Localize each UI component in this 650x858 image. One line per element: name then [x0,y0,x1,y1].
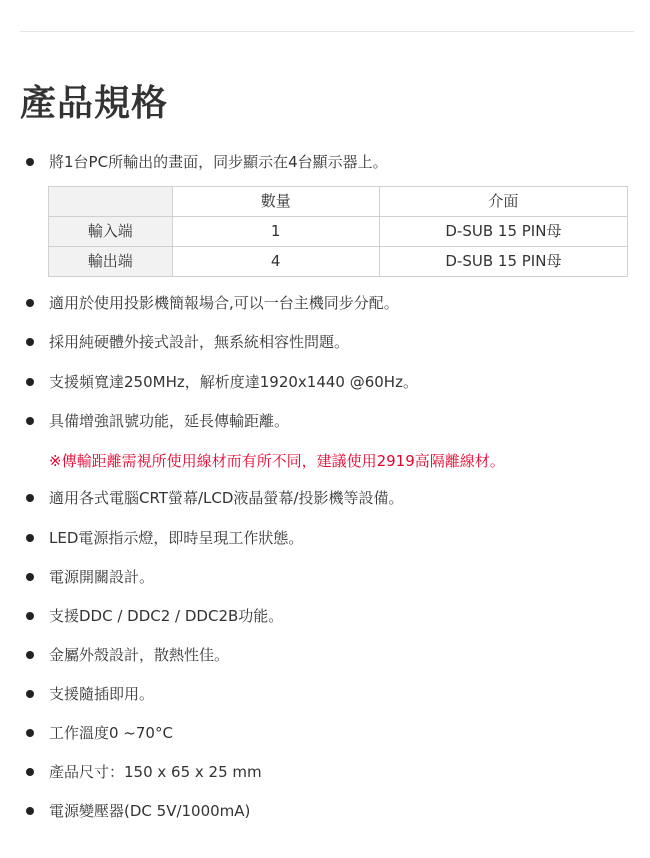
list-item-text: 適用各式電腦CRT螢幕/LCD液晶螢幕/投影機等設備。 [49,489,404,507]
bullet-icon [26,807,34,815]
table-row-label: 輸入端 [49,217,173,247]
table-cell: D-SUB 15 PIN母 [379,247,627,277]
list-item [0,291,650,315]
list-item [0,604,650,628]
table-header-cell [49,187,173,217]
list-item-text: 具備增強訊號功能，延長傳輸距離。 [49,412,290,430]
table-header-cell: 介面 [379,187,627,217]
list-item [0,370,650,394]
list-item [0,760,650,784]
table-header-row [49,187,628,217]
bullet-icon [26,378,34,386]
bullet-icon [26,690,34,698]
list-item [0,799,650,823]
bullet-icon [26,573,34,581]
bullet-icon [26,729,34,737]
list-item [0,409,650,433]
list-item [0,565,650,589]
table-header-cell: 數量 [172,187,379,217]
top-divider [20,31,634,32]
list-item-text: 工作溫度0 ~70°C [49,724,173,742]
bullet-icon [26,299,34,307]
bullet-icon [26,651,34,659]
list-item [0,150,650,174]
table-row-label: 輸出端 [49,247,173,277]
bullet-icon [26,158,34,166]
list-item [0,526,650,550]
bullet-icon [26,494,34,502]
list-item-text: 電源開關設計。 [49,568,155,586]
table-cell: 1 [172,217,379,247]
bullet-icon [26,417,34,425]
table-cell: D-SUB 15 PIN母 [379,217,627,247]
list-item-text: LED電源指示燈，即時呈現工作狀態。 [49,529,304,547]
warning-note: ※傳輸距離需視所使用線材而有所不同，建議使用2919高隔離線材。 [49,452,505,470]
table-row [49,217,628,247]
table-row [49,247,628,277]
bullet-icon [26,534,34,542]
bullet-icon [26,612,34,620]
list-item-text: 產品尺寸：150 x 65 x 25 mm [49,763,262,781]
page-title: 產品規格 [20,83,169,124]
list-item [0,643,650,667]
bullet-icon [26,338,34,346]
list-item-text: 採用純硬體外接式設計，無系統相容性問題。 [49,333,350,351]
list-item-text: 支援頻寬達250MHz，解析度達1920x1440 @60Hz。 [49,373,418,391]
list-item [0,682,650,706]
list-item-text: 支援DDC / DDC2 / DDC2B功能。 [49,607,284,625]
list-item-text: 金屬外殼設計，散熱性佳。 [49,646,230,664]
list-item [0,721,650,745]
list-item-text: 適用於使用投影機簡報場合,可以一台主機同步分配。 [49,294,399,312]
table-cell: 4 [172,247,379,277]
list-item-text: 將1台PC所輸出的畫面，同步顯示在4台顯示器上。 [49,153,388,171]
list-item-text: 電源變壓器(DC 5V/1000mA) [49,802,251,820]
list-item [0,330,650,354]
list-item [0,486,650,510]
list-item-text: 支援隨插即用。 [49,685,155,703]
spec-table [48,186,628,277]
bullet-icon [26,768,34,776]
